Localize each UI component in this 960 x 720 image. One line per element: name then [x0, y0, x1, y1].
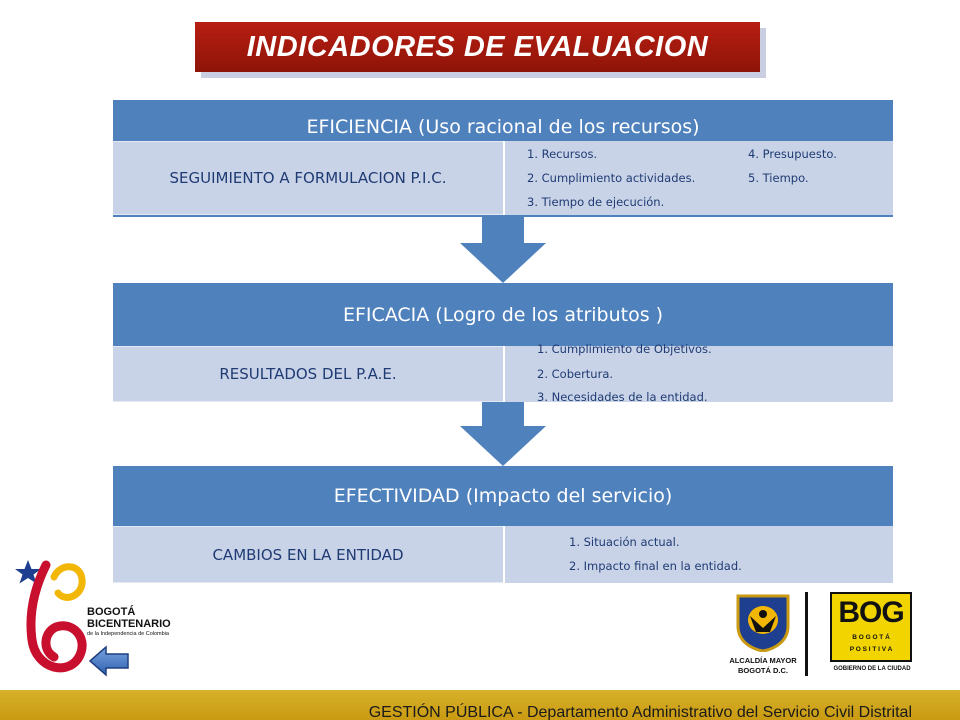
alcaldia-line2: BOGOTÁ D.C. — [738, 666, 788, 675]
slide-title: INDICADORES DE EVALUACION — [246, 30, 709, 63]
bog-text: BOG — [838, 596, 904, 629]
list-item: 2. Cobertura. — [537, 367, 614, 381]
list-item: 2. Cumplimiento actividades. — [527, 171, 696, 185]
down-arrow-icon — [460, 402, 546, 466]
section-left-eficiencia — [113, 141, 503, 215]
alcaldia-logos — [720, 590, 920, 685]
section-header-text: EFECTIVIDAD (Impacto del servicio) — [333, 485, 673, 507]
bog-positiva-logo — [830, 592, 912, 662]
list-item: 1. Recursos. — [527, 147, 598, 161]
bicentenario-line3: de la Independencia de Colombia — [87, 631, 169, 637]
title-banner — [195, 22, 760, 72]
section-right-eficiencia — [503, 141, 893, 215]
section-header-text: EFICIENCIA (Uso racional de los recursos) — [306, 116, 700, 138]
bogota-coat-of-arms-icon — [728, 592, 798, 652]
section-left-eficacia — [113, 346, 503, 402]
section-header-efectividad — [113, 466, 893, 526]
bicentenario-line1: BOGOTÁ — [87, 606, 136, 618]
section-left-text: RESULTADOS DEL P.A.E. — [219, 365, 397, 383]
section-header-text: EFICACIA (Logro de los atributos ) — [342, 303, 664, 326]
section-header-eficiencia — [113, 100, 893, 144]
bogota-spaced-text: B O G O T Á — [852, 634, 890, 641]
list-item: 1. Situación actual. — [569, 535, 680, 549]
section-left-text: SEGUIMIENTO A FORMULACION P.I.C. — [169, 169, 447, 187]
section-header-eficacia — [113, 283, 893, 346]
bicentenario-line2: BICENTENARIO — [87, 618, 171, 630]
section-right-eficacia — [503, 342, 893, 404]
down-arrow-icon — [460, 217, 546, 283]
list-item: 5. Tiempo. — [748, 171, 809, 185]
list-item: 1. Cumplimiento de Objetivos. — [537, 342, 712, 356]
logo-divider — [805, 592, 808, 676]
section-right-efectividad — [503, 526, 893, 583]
gobierno-text: GOBIERNO DE LA CIUDAD — [833, 666, 911, 672]
section-left-text: CAMBIOS EN LA ENTIDAD — [212, 545, 404, 564]
back-arrow-button[interactable] — [88, 645, 130, 677]
list-item: 3. Necesidades de la entidad. — [537, 390, 708, 404]
list-item: 3. Tiempo de ejecución. — [527, 195, 665, 209]
footer-text: GESTIÓN PÚBLICA - Departamento Administrativo del Servicio Civil Distrital — [368, 704, 912, 720]
positiva-spaced-text: P O S I T I V A — [849, 646, 893, 653]
footer-bar — [0, 690, 960, 720]
list-item: 2. Impacto final en la entidad. — [569, 559, 742, 573]
alcaldia-line1: ALCALDÍA MAYOR — [729, 656, 797, 665]
list-item: 4. Presupuesto. — [748, 147, 837, 161]
